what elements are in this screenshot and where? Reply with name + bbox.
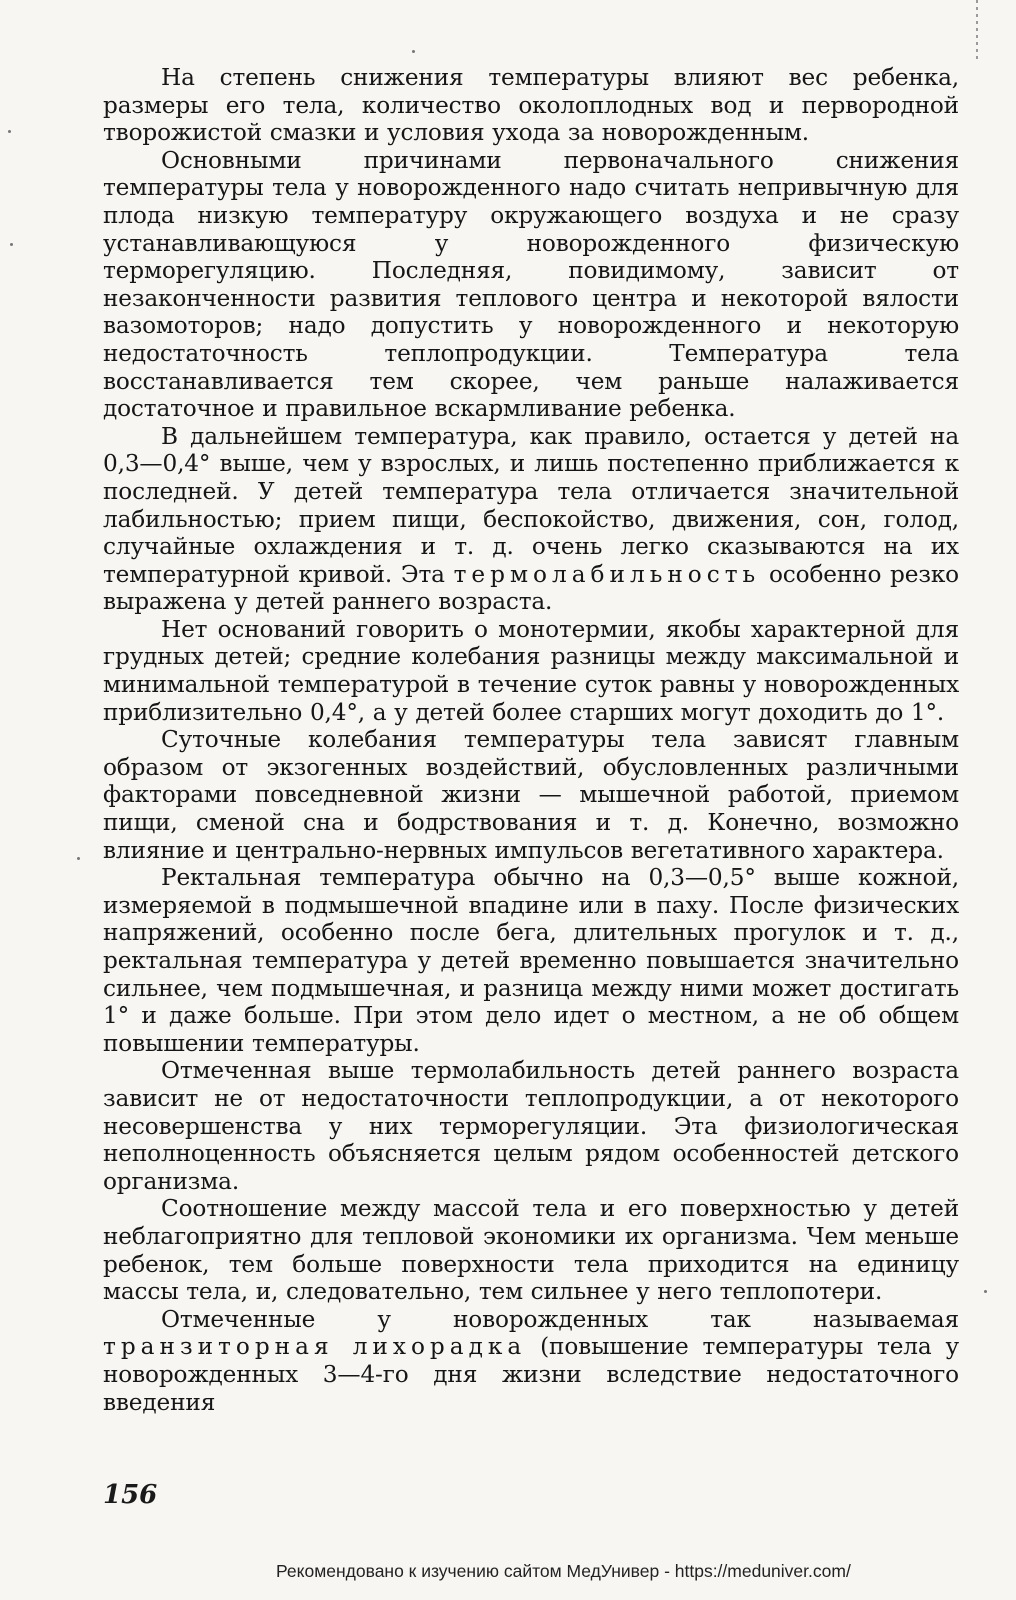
paragraph-7: Отмеченная выше термолабильность детей раннего возраста зависит не от недостаточности теплопродукции, а от некоторого несовершенства у них терморегуляции. Эта физиологическая неполноценность объясняется целым рядом особенностей детского организма.	[103, 1057, 959, 1195]
emphasis-transitory-fever: транзиторная лихорадка	[103, 1333, 527, 1361]
paragraph-6: Ректальная температура обычно на 0,3—0,5° выше кожной, измеряемой в подмышечной впадине или в паху. После физических напряжений, особенно после бега, длительных прогулок и т. д., ректальная температура у детей временно повышается значительно сильнее, чем подмышечная, и разница между ними может достигать 1° и даже больше. При этом дело идет о местном, а не об общем повышении температуры.	[103, 864, 959, 1057]
scan-speck	[77, 857, 80, 860]
page-number: 156	[103, 1480, 158, 1510]
paragraph-3	[103, 423, 959, 616]
paragraph-3-text-before: В дальнейшем температура, как правило, остается у детей на 0,3—0,4° выше, чем у взрослых, и лишь постепенно приближается к последней. У детей температура тела отличается значительной лабильностью; прием пищи, беспокойство, движения, сон, голод, случайные охлаждения и т. д. очень легко сказываются на их температурной кривой. Эта	[103, 422, 959, 588]
paragraph-3-text-after: особенно резко выражена у детей раннего возраста.	[103, 560, 959, 616]
paragraph-9-text-after: (повышение температуры тела у новорожденных 3—4-го дня жизни вследствие недостаточного введения	[103, 1333, 959, 1416]
paragraph-4: Нет оснований говорить о монотермии, якобы характерной для грудных детей; средние колебания разницы между максимальной и минимальной температурой в течение суток равны у новорожденных приблизительно 0,4°, а у детей более старших могут доходить до 1°.	[103, 615, 959, 726]
paragraph-8: Соотношение между массой тела и его поверхностью у детей неблагоприятно для тепловой экономики их организма. Чем меньше ребенок, тем больше поверхности тела приходится на единицу массы тела, и, следовательно, тем сильнее у него теплопотери.	[103, 1195, 959, 1306]
page-text	[103, 64, 959, 1416]
scan-speck	[8, 130, 11, 133]
scan-speck	[10, 243, 13, 246]
paragraph-9-text-before: Отмеченные у новорожденных так называемая	[161, 1305, 959, 1333]
paragraph-1: На степень снижения температуры влияют вес ребенка, размеры его тела, количество околоплодных вод и первородной творожистой смазки и условия ухода за новорожденным.	[103, 64, 959, 147]
footer-recommendation: Рекомендовано к изучению сайтом МедУнивер - https://meduniver.com/	[276, 1561, 851, 1581]
paragraph-5: Суточные колебания температуры тела зависят главным образом от экзогенных воздействий, обусловленных различными факторами повседневной жизни — мышечной работой, приемом пищи, сменой сна и бодрствования и т. д. Конечно, возможно влияние и центрально-нервных импульсов вегетативного характера.	[103, 726, 959, 864]
emphasis-thermolability: термолабильность	[453, 560, 761, 588]
paragraph-9	[103, 1306, 959, 1416]
scan-speck	[984, 1290, 987, 1293]
scan-edge-mark	[976, 0, 978, 60]
paragraph-2: Основными причинами первоначального снижения температуры тела у новорожденного надо считать непривычную для плода низкую температуру окружающего воздуха и не сразу устанавливающуюся у новорожденного физическую терморегуляцию. Последняя, повидимому, зависит от незаконченности развития теплового центра и некоторой вялости вазомоторов; надо допустить у новорожденного и некоторую недостаточность теплопродукции. Температура тела восстанавливается тем скорее, чем раньше налаживается достаточное и правильное вскармливание ребенка.	[103, 146, 959, 423]
scan-speck	[412, 50, 415, 53]
